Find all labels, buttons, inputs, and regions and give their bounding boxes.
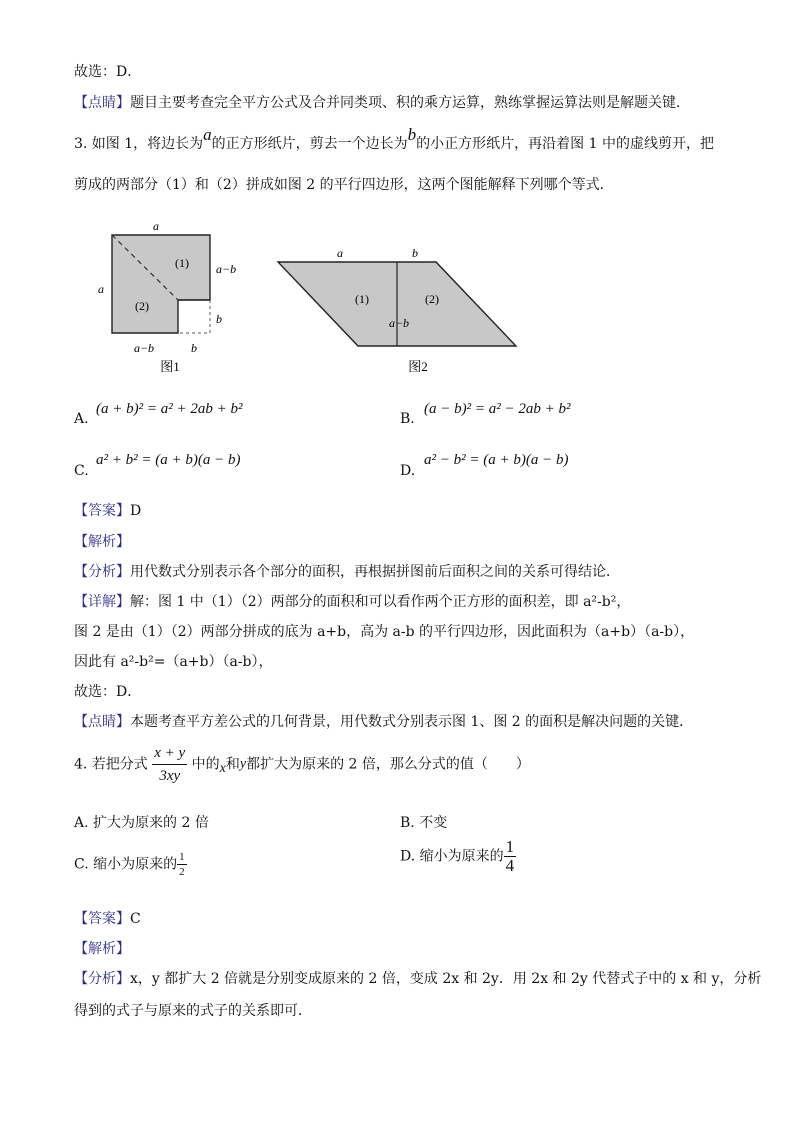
q3-analysis-tag: 【解析】: [74, 534, 130, 550]
fig1-part2: (2): [135, 299, 149, 313]
q3-option-a: (a + b)² = a² + 2ab + b²: [96, 401, 243, 417]
q3-choose-line: 故选：D．: [74, 684, 142, 700]
fig2-label-b: b: [412, 246, 418, 260]
q4-option-b-label: B.: [400, 815, 415, 831]
comment-tag: 【点睛】: [74, 714, 130, 730]
q3-text-a: 3. 如图 1，将边长为: [74, 136, 204, 152]
q4-option-c-text: 缩小为原来的: [93, 856, 178, 873]
q3-option-c-label: C.: [74, 463, 89, 479]
q3-var-b: b: [407, 125, 417, 144]
q4-line1: [74, 742, 530, 787]
answer-tag: 【答案】: [74, 503, 130, 519]
q4-fenxi-line1: [74, 970, 761, 988]
q3-detail1: 解：图 1 中（1）（2）两部分的面积和可以看作两个正方形的面积差，即 a²-b²，: [130, 594, 631, 610]
fig2-part1: (1): [355, 292, 369, 306]
q4-text-b: 中的: [191, 756, 220, 773]
fenxi-tag: 【分析】: [74, 971, 130, 987]
q4-frac-den: 3xy: [159, 768, 181, 784]
q4-option-c-label: C.: [74, 856, 89, 873]
q3-comment-line: [74, 713, 693, 731]
detail-tag: 【详解】: [74, 594, 130, 610]
q4-var-x: x: [219, 760, 226, 776]
prev-comment-line: [74, 94, 690, 112]
answer-tag: 【答案】: [74, 911, 130, 927]
comment-text: 题目主要考查完全平方公式及合并同类项、积的乘方运算，熟练掌握运算法则是解题关键．: [130, 95, 690, 111]
fig1-label-top: a: [153, 219, 159, 233]
q4-option-d-num: 1: [505, 837, 515, 856]
q3-text-c: 的小正方形纸片，再沿着图 1 中的虚线剪开，把: [416, 136, 714, 152]
figure-1: [90, 215, 270, 377]
q3-option-d: a² − b² = (a + b)(a − b): [424, 452, 569, 468]
q4-option-c-num: 1: [179, 851, 185, 863]
fig1-label-bottom-left: a−b: [133, 341, 155, 355]
q3-fenxi-text: 用代数式分别表示各个部分的面积，再根据拼图前后面积之间的关系可得结论．: [130, 564, 620, 580]
q4-option-b: [400, 812, 447, 832]
q3-detail-line3: 因此有 a²-b²=（a+b）（a-b），: [74, 654, 273, 670]
q4-option-d: [400, 838, 516, 875]
fig2-caption: 图2: [408, 359, 428, 374]
q4-option-b-text: 不变: [419, 815, 448, 831]
q4-option-a: [74, 812, 209, 832]
q4-option-c-fraction: [177, 850, 187, 879]
q3-line2: 剪成的两部分（1）和（2）拼成如图 2 的平行四边形，这两个图能解释下列哪个等式．: [74, 177, 614, 193]
figure-2: [270, 240, 525, 378]
q4-frac-num: x + y: [152, 742, 187, 765]
q4-fraction: [152, 742, 187, 787]
q3-detail-line2: 图 2 是由（1）（2）两部分拼成的底为 a+b，高为 a-b 的平行四边形，因此面积为（a+b）（a-b），: [74, 624, 695, 640]
q3-option-b: (a − b)² = a² − 2ab + b²: [424, 401, 571, 417]
q3-text-b: 的正方形纸片，剪去一个边长为: [211, 136, 408, 152]
q4-option-d-fraction: [504, 838, 517, 875]
fig1-label-left: a: [98, 282, 104, 296]
q4-analysis-tag: 【解析】: [74, 941, 130, 957]
fig1-small-square-outline: [178, 300, 210, 333]
q3-option-c: a² + b² = (a + b)(a − b): [96, 452, 241, 468]
q3-line1: [74, 125, 714, 153]
q3-option-d-label: D.: [400, 463, 416, 479]
fig2-label-height: a−b: [388, 316, 410, 330]
prev-choose-line: 故选：D．: [74, 64, 142, 80]
fig1-label-right: a−b: [216, 262, 237, 276]
fig1-label-bottom-right: b: [191, 341, 197, 355]
fig1-label-small-right: b: [216, 312, 222, 326]
q4-option-d-den: 4: [505, 856, 515, 875]
fig1-caption: 图1: [160, 359, 180, 374]
q4-fenxi-text1: x，y 都扩大 2 倍就是分别变成原来的 2 倍，变成 2x 和 2y．用 2x 和 2y 代替式子中的 x 和 y，分析: [130, 971, 762, 987]
q4-text-d: 都扩大为原来的 2 倍，那么分式的值（ ）: [246, 756, 530, 773]
fig1-part1: (1): [175, 256, 189, 270]
q4-option-a-text: 扩大为原来的 2 倍: [93, 815, 209, 831]
fig2-part2: (2): [425, 292, 439, 306]
q4-option-c-den: 2: [179, 866, 185, 878]
q3-option-a-label: A.: [74, 411, 89, 427]
fenxi-tag: 【分析】: [74, 564, 130, 580]
q4-option-a-label: A.: [74, 815, 89, 831]
q4-answer-line: [74, 910, 141, 928]
q3-option-b-label: B.: [400, 411, 415, 427]
q4-text-a: 4. 若把分式: [74, 756, 148, 773]
q3-var-a: a: [203, 125, 212, 144]
q3-answer: D: [130, 503, 142, 519]
q4-option-d-text: 缩小为原来的: [419, 848, 504, 865]
fig2-label-a: a: [337, 246, 343, 260]
q4-var-y: y: [239, 756, 247, 772]
comment-tag: 【点睛】: [74, 95, 130, 111]
q4-option-d-label: D.: [400, 848, 416, 865]
q3-answer-line: [74, 502, 141, 520]
q4-answer: C: [130, 911, 141, 927]
q4-option-c: [74, 850, 187, 879]
q4-text-c: 和: [225, 756, 240, 773]
q3-fenxi-line: [74, 563, 620, 581]
q3-comment-text: 本题考查平方差公式的几何背景，用代数式分别表示图 1、图 2 的面积是解决问题的关键．: [130, 714, 694, 730]
q4-fenxi-line2: 得到的式子与原来的式子的关系即可．: [74, 1003, 312, 1019]
q3-detail-line1: [74, 593, 630, 611]
